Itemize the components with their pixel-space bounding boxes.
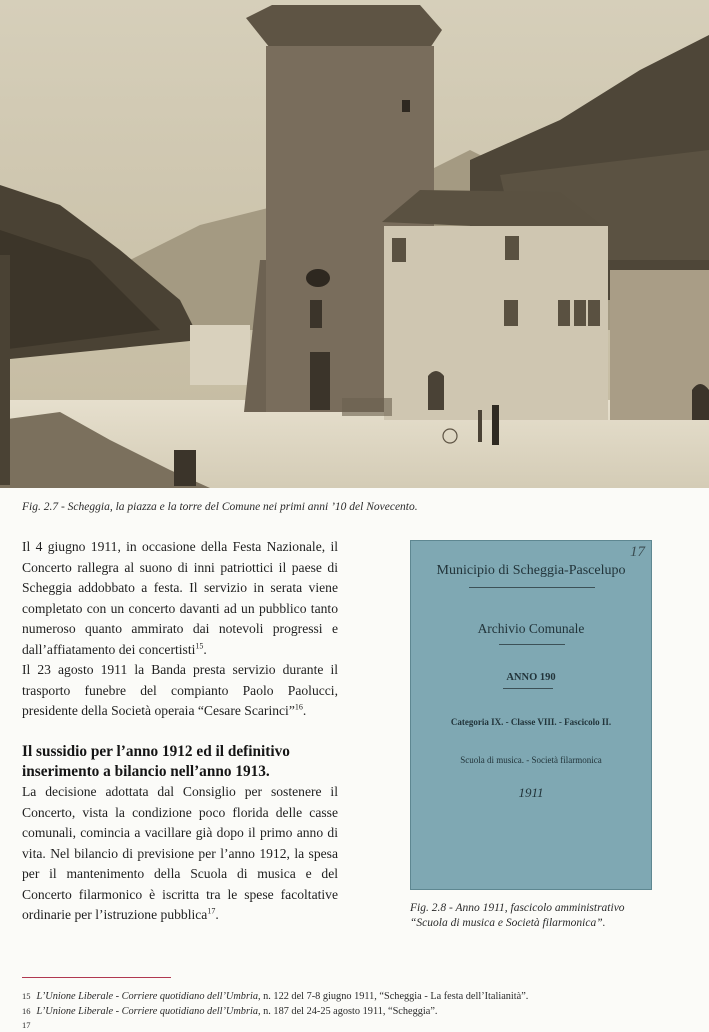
footnote-ref: 17: [207, 906, 216, 916]
paragraph-festa-nazionale: Il 4 giugno 1911, in occasione della Festa Nazionale, il Concerto rallegra al suono di inni patriottici il paese di Scheggia addobbato a festa. Il servizio in serata viene completato con un concerto davanti ad un pubblico tanto numeroso quanto ammirato dai notevoli progressi e dall’affiatamento dei concertisti$^{15}$.: [22, 539, 338, 657]
folder-divider: [469, 587, 595, 588]
paragraph-trasporto-funebre: Il 23 agosto 1911 la Banda presta servizio durante il trasporto funebre del compianto Paolo Paolucci, presidente della Società operaia “Cesare Scarinci”$^{16}$.: [22, 662, 338, 718]
figure-caption-folder: [410, 901, 670, 931]
footnote-number: 16: [22, 1006, 31, 1016]
figure-caption: Fig. 2.7 - Scheggia, la piazza e la torre del Comune nei primi anni ’10 del Novecento.: [22, 501, 418, 513]
folder-divider: [503, 688, 553, 689]
paragraph-text: La decisione adottata dal Consiglio per sostenere il Concerto, vista la condizione poco florida delle casse comunali, comincia a vacillare già dopo il primo anno di vita. Nel bilancio di previsione per l’anno 1912, la spesa per il mantenimento della Scuola di musica e del Concerto filarmonico è iscritta tra le spese facoltative ordinarie per l’istruzione pubblica: [22, 784, 338, 922]
footnote-16: [22, 1005, 437, 1018]
folder-categoria: Categoria IX. - Classe VIII. - Fascicolo II.: [450, 717, 612, 727]
paragraph-text: Il 4 giugno 1911, in occasione della Festa Nazionale, il Concerto rallegra al suono di inni patriottici il paese di Scheggia addobbato a festa. Il servizio in serata viene completato con un concerto davanti ad un pubblico tanto numeroso quanto ammirato dai notevoli progressi e dall’affiatamento dei concertisti: [22, 539, 338, 657]
footnote-ref: 16: [294, 702, 303, 712]
folder-archivio: Archivio Comunale: [477, 621, 585, 636]
folder-oggetto: Scuola di musica. - Società filarmonica: [460, 755, 602, 765]
folder-municipio: Municipio di Scheggia-Pascelupo: [436, 563, 626, 578]
footnote-source: L’Unione Liberale - Corriere quotidiano dell’Umbria: [36, 991, 258, 1002]
piazza-tower-photo: [0, 0, 709, 488]
section-heading: Il sussidio per l’anno 1912 ed il definitivo inserimento a bilancio nell’anno 1913.: [22, 743, 290, 780]
footnote-detail: , n. 187 del 24-25 agosto 1911, “Scheggia”.: [257, 1006, 438, 1017]
footnote-source: L’Unione Liberale - Corriere quotidiano dell’Umbria: [36, 1006, 258, 1017]
folder-anno: ANNO 190: [506, 672, 556, 683]
folder-handwritten-year: 1911: [518, 785, 544, 800]
photo-illustration: [0, 0, 709, 488]
folder-divider: [499, 644, 565, 645]
paragraph-decisione-consiglio: La decisione adottata dal Consiglio per sostenere il Concerto, vista la condizione poco florida delle casse comunali, comincia a vacillare già dopo il primo anno di vita. Nel bilancio di previsione per l’anno 1912, la spesa per il mantenimento della Scuola di musica e del Concerto filarmonico è iscritta tra le spese facoltative ordinarie per l’istruzione pubblica$^{17}$.: [22, 784, 338, 922]
footnote-15: [22, 990, 528, 1003]
caption-line: Fig. 2.8 - Anno 1911, fascicolo amministrativo: [410, 902, 625, 914]
footnote-rule: [22, 977, 171, 978]
footnote-number: 17: [22, 1020, 31, 1030]
paragraph-text: Il 23 agosto 1911 la Banda presta servizio durante il trasporto funebre del compianto Paolo Paolucci, presidente della Società operaia “Cesare Scarinci”: [22, 662, 338, 718]
caption-line: “Scuola di musica e Società filarmonica”.: [410, 917, 606, 929]
footnote-detail: , n. 122 del 7-8 giugno 1911, “Scheggia - La festa dell’Italianità”.: [257, 991, 529, 1002]
archive-folder-cover: [410, 540, 652, 890]
footnote-ref: 15: [195, 640, 204, 650]
footnote-number: 15: [22, 991, 31, 1001]
folder-number: 17: [630, 544, 645, 560]
